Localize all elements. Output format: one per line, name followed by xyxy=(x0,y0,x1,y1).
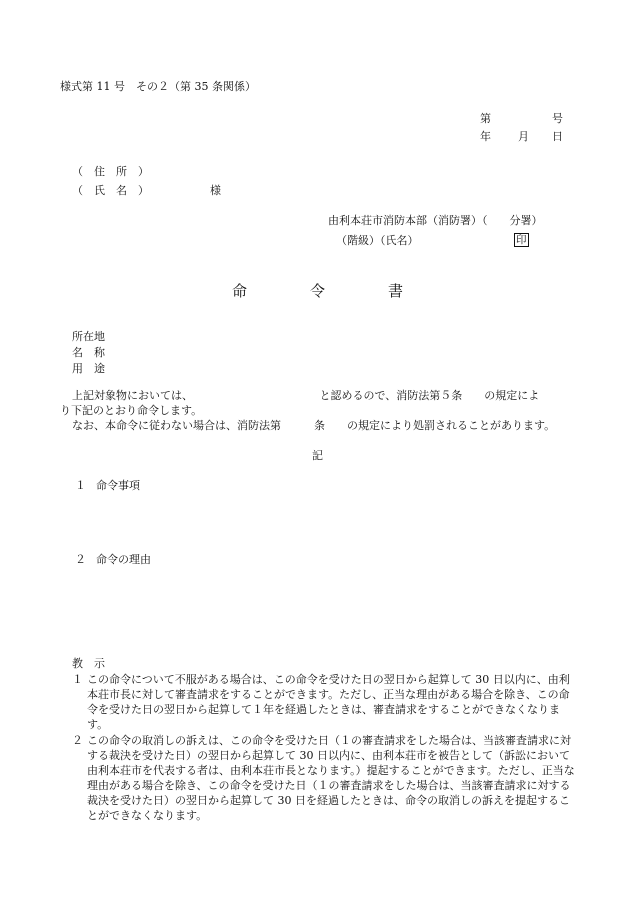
section2-label: 命令の理由 xyxy=(96,553,151,566)
title-char-1: 命 xyxy=(232,282,248,300)
body-line-1: 上記対象物においては、 と認めるので、消防法第５条 の規定によ xyxy=(72,389,540,402)
seal-text: 印 xyxy=(516,234,527,246)
seal-mark xyxy=(514,233,529,247)
title-char-3: 書 xyxy=(388,282,404,300)
doc-number-prefix: 第 xyxy=(480,112,491,125)
date-month: 月 xyxy=(518,130,529,143)
form-number: 様式第 11 号 その２（第 35 条関係） xyxy=(60,80,256,93)
body-line-2: り下記のとおり命令します。 xyxy=(60,404,203,417)
title-char-2: 令 xyxy=(310,282,326,300)
body-line-3: なお、本命令に従わない場合は、消防法第 条 の規定により処罰されることがあります。 xyxy=(72,419,556,432)
notice-item xyxy=(72,733,578,823)
ki-mark: 記 xyxy=(312,449,323,462)
recipient-honorific: 様 xyxy=(210,184,221,197)
recipient-name-label: （ 氏 名 ） xyxy=(72,184,149,197)
notice-item xyxy=(72,672,578,732)
section1-label: 命令事項 xyxy=(96,479,140,492)
notice-item-text: この命令について不服がある場合は、この命令を受けた日の翌日から起算して 30 日以内に、由利本荘市長に対して審査請求をすることができます。ただし、正当な理由がある場合を除き、この命令を受けた日の翌日から起算して１年を経過したときは、審査請求をすることができなくなります。 xyxy=(87,673,570,731)
target-use-label: 用 途 xyxy=(72,362,105,375)
section1-number: １ xyxy=(75,479,86,492)
issuer-rank-name: （階級）（氏名） xyxy=(336,234,419,247)
target-name-label: 名 称 xyxy=(72,346,105,359)
recipient-address-label: （ 住 所 ） xyxy=(72,165,149,178)
notice-item-text: この命令の取消しの訴えは、この命令を受けた日（１の審査請求をした場合は、当該審査請求に対する裁決を受けた日）の翌日から起算して 30 日以内に、由利本荘市を被告として（訴訟において由利本荘市を代表する者は、由利本荘市長となります。）提起することができます。ただし、正当な理由がある場合を除き、この命令を受けた日（１の審査請求をした場合は、当該審査請求に対する裁決を受けた日）の翌日から起算して 30 日を経過したときは、命令の取消しの訴えを提起することができなくなります。 xyxy=(87,734,575,822)
notice-heading: 教 示 xyxy=(72,657,105,670)
date-day: 日 xyxy=(552,130,563,143)
notice-item-number: １ xyxy=(72,673,83,686)
date-year: 年 xyxy=(480,130,491,143)
target-location-label: 所在地 xyxy=(72,330,105,343)
notice-item-number: ２ xyxy=(72,734,83,747)
section2-number: ２ xyxy=(75,553,86,566)
issuer-org: 由利本荘市消防本部（消防署）（ 分署） xyxy=(328,214,543,227)
doc-number-suffix: 号 xyxy=(552,112,563,125)
